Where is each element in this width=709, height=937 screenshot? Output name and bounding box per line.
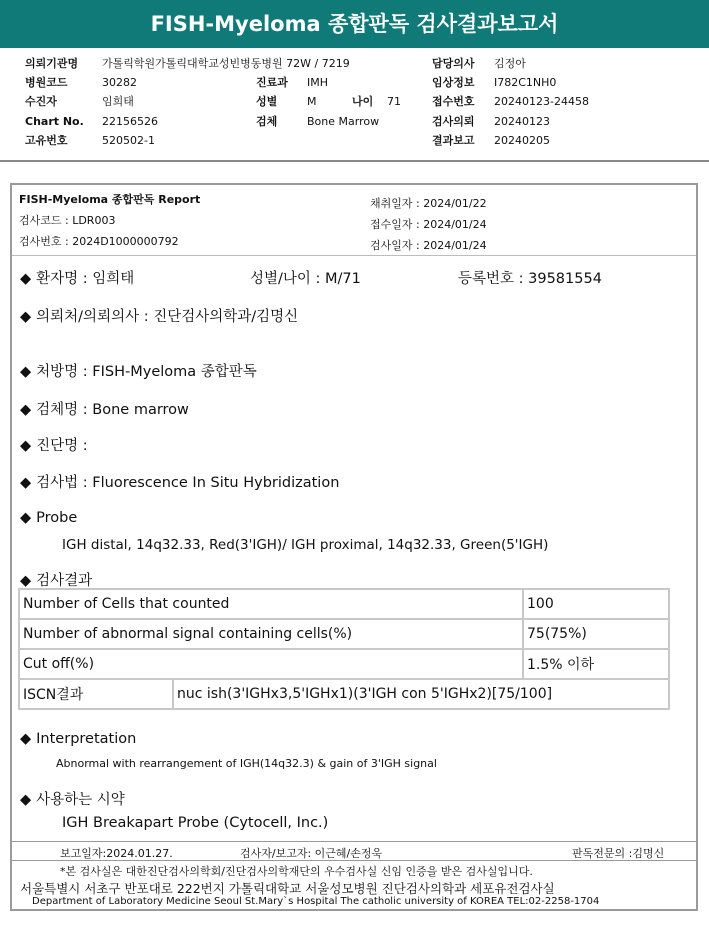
- hosp-code-label: 병원코드: [25, 76, 68, 89]
- collect-date: 채취일자 : 2024/01/22: [370, 197, 487, 210]
- probe-heading: Probe: [36, 510, 78, 526]
- report-body: [10, 183, 698, 911]
- table-cell-value: 100: [523, 589, 669, 619]
- examiner-reporter: 검사자/보고자: 이근혜/손정욱: [240, 847, 383, 860]
- receipt-no-value: 20240123-24458: [494, 95, 589, 108]
- sex-value: M: [307, 95, 317, 108]
- unique-no-value: 520502-1: [102, 134, 155, 147]
- dept-label: 진료과: [256, 76, 288, 89]
- chart-no-value: 22156526: [102, 115, 158, 128]
- table-row: [19, 589, 669, 619]
- unique-no-label: 고유번호: [25, 134, 68, 147]
- certification-note: *본 검사실은 대한진단검사의학회/진단검사의학재단의 우수검사실 신임 인증을 받은 검사실입니다.: [60, 865, 533, 878]
- clinical-label: 임상정보: [432, 76, 475, 89]
- interpretation-heading-line: [20, 731, 136, 747]
- diamond-bullet-icon: ◆: [20, 792, 32, 808]
- doctor-label: 담당의사: [432, 57, 475, 70]
- specimen-line: [20, 398, 189, 419]
- req-inst-value: 가톨릭학원가톨릭대학교성빈병동병원 72W / 7219: [102, 57, 350, 70]
- probe-text: IGH distal, 14q32.33, Red(3'IGH)/ IGH proximal, 14q32.33, Green(5'IGH): [62, 537, 549, 553]
- report-banner-title: FISH-Myeloma 종합판독 검사결과보고서: [0, 0, 709, 48]
- interpretation-heading: Interpretation: [36, 731, 137, 747]
- test-request-value: 20240123: [494, 115, 550, 128]
- header-divider: [0, 160, 709, 162]
- table-cell-label: Cut off(%): [19, 649, 523, 679]
- footer-divider-2: [12, 860, 696, 861]
- sex-age: 성별/나이 : M/71: [250, 271, 361, 287]
- diamond-bullet-icon: ◆: [20, 309, 32, 325]
- sex-label: 성별: [256, 95, 278, 108]
- age-label: 나이: [352, 95, 374, 108]
- lab-address: 서울특별시 서초구 반포대로 222번지 가톨릭대학교 서울성모병원 진단검사의학과 세포유전검사실: [20, 881, 555, 896]
- hosp-code-value: 30282: [102, 76, 137, 89]
- report-date: 보고일자:2024.01.27.: [60, 847, 173, 860]
- reading-specialist: 판독전문의 :김명신: [572, 847, 665, 860]
- referrer-line: [20, 305, 298, 326]
- result-report-label: 결과보고: [432, 134, 475, 147]
- iscn-value: nuc ish(3'IGHx3,5'IGHx1)(3'IGH con 5'IGHx2)[75/100]: [173, 679, 669, 709]
- result-report-value: 20240205: [494, 134, 550, 147]
- diamond-bullet-icon: ◆: [20, 573, 32, 589]
- table-row: [19, 619, 669, 649]
- req-inst-label: 의뢰기관명: [25, 57, 79, 70]
- method-line: [20, 471, 339, 492]
- dept-value: IMH: [307, 76, 329, 89]
- patient-name-line: [20, 267, 134, 288]
- doctor-value: 김정아: [494, 57, 526, 70]
- diamond-bullet-icon: ◆: [20, 510, 32, 526]
- table-cell-label: Number of Cells that counted: [19, 589, 523, 619]
- footer-divider: [12, 841, 696, 842]
- age-value: 71: [387, 95, 401, 108]
- table-cell-value: 1.5% 이하: [523, 649, 669, 679]
- table-cell-label: Number of abnormal signal containing cells(%): [19, 619, 523, 649]
- report-top-divider: [12, 255, 696, 256]
- test-number: 검사번호 : 2024D1000000792: [19, 235, 179, 248]
- patient-label: 수진자: [25, 95, 57, 108]
- registration-number: 등록번호 : 39581554: [458, 271, 602, 287]
- diagnosis: 진단명 :: [36, 438, 88, 454]
- receipt-no-label: 접수번호: [432, 95, 475, 108]
- iscn-label: ISCN결과: [19, 679, 173, 709]
- reagent-heading: 사용하는 시약: [36, 792, 125, 808]
- table-row: [19, 679, 669, 709]
- diamond-bullet-icon: ◆: [20, 402, 32, 418]
- result-heading-line: [20, 569, 92, 590]
- clinical-value: I782C1NH0: [494, 76, 557, 89]
- chart-no-label: Chart No.: [25, 115, 84, 128]
- diamond-bullet-icon: ◆: [20, 438, 32, 454]
- specimen-value: Bone Marrow: [307, 115, 380, 128]
- interpretation-text: Abnormal with rearrangement of IGH(14q32.3) & gain of 3'IGH signal: [56, 757, 437, 770]
- test-request-label: 검사의뢰: [432, 115, 475, 128]
- diamond-bullet-icon: ◆: [20, 271, 32, 287]
- patient-name: 환자명 : 임희태: [36, 271, 135, 287]
- specimen-label: 검체: [256, 115, 278, 128]
- diamond-bullet-icon: ◆: [20, 475, 32, 491]
- reagent-text: IGH Breakapart Probe (Cytocell, Inc.): [62, 815, 329, 831]
- prescription: 처방명 : FISH-Myeloma 종합판독: [36, 364, 257, 380]
- table-cell-value: 75(75%): [523, 619, 669, 649]
- specimen-name: 검체명 : Bone marrow: [36, 402, 189, 418]
- test-code: 검사코드 : LDR003: [19, 214, 116, 227]
- result-table: [18, 588, 670, 710]
- prescription-line: [20, 360, 257, 381]
- receipt-date: 접수일자 : 2024/01/24: [370, 218, 487, 231]
- probe-heading-line: [20, 510, 77, 526]
- patient-value: 임희태: [102, 95, 134, 108]
- reagent-heading-line: [20, 788, 125, 809]
- diamond-bullet-icon: ◆: [20, 364, 32, 380]
- referrer: 의뢰처/의뢰의사 : 진단검사의학과/김명신: [36, 309, 299, 325]
- diagnosis-line: [20, 434, 88, 455]
- exam-date: 검사일자 : 2024/01/24: [370, 239, 487, 252]
- report-title: FISH-Myeloma 종합판독 Report: [19, 193, 201, 206]
- department-english: Department of Laboratory Medicine Seoul St.Mary`s Hospital The catholic university of KOREA TEL:02-2258-1704: [32, 896, 600, 907]
- table-row: [19, 649, 669, 679]
- diamond-bullet-icon: ◆: [20, 731, 32, 747]
- result-heading: 검사결과: [36, 573, 93, 589]
- test-method: 검사법 : Fluorescence In Situ Hybridization: [36, 475, 340, 491]
